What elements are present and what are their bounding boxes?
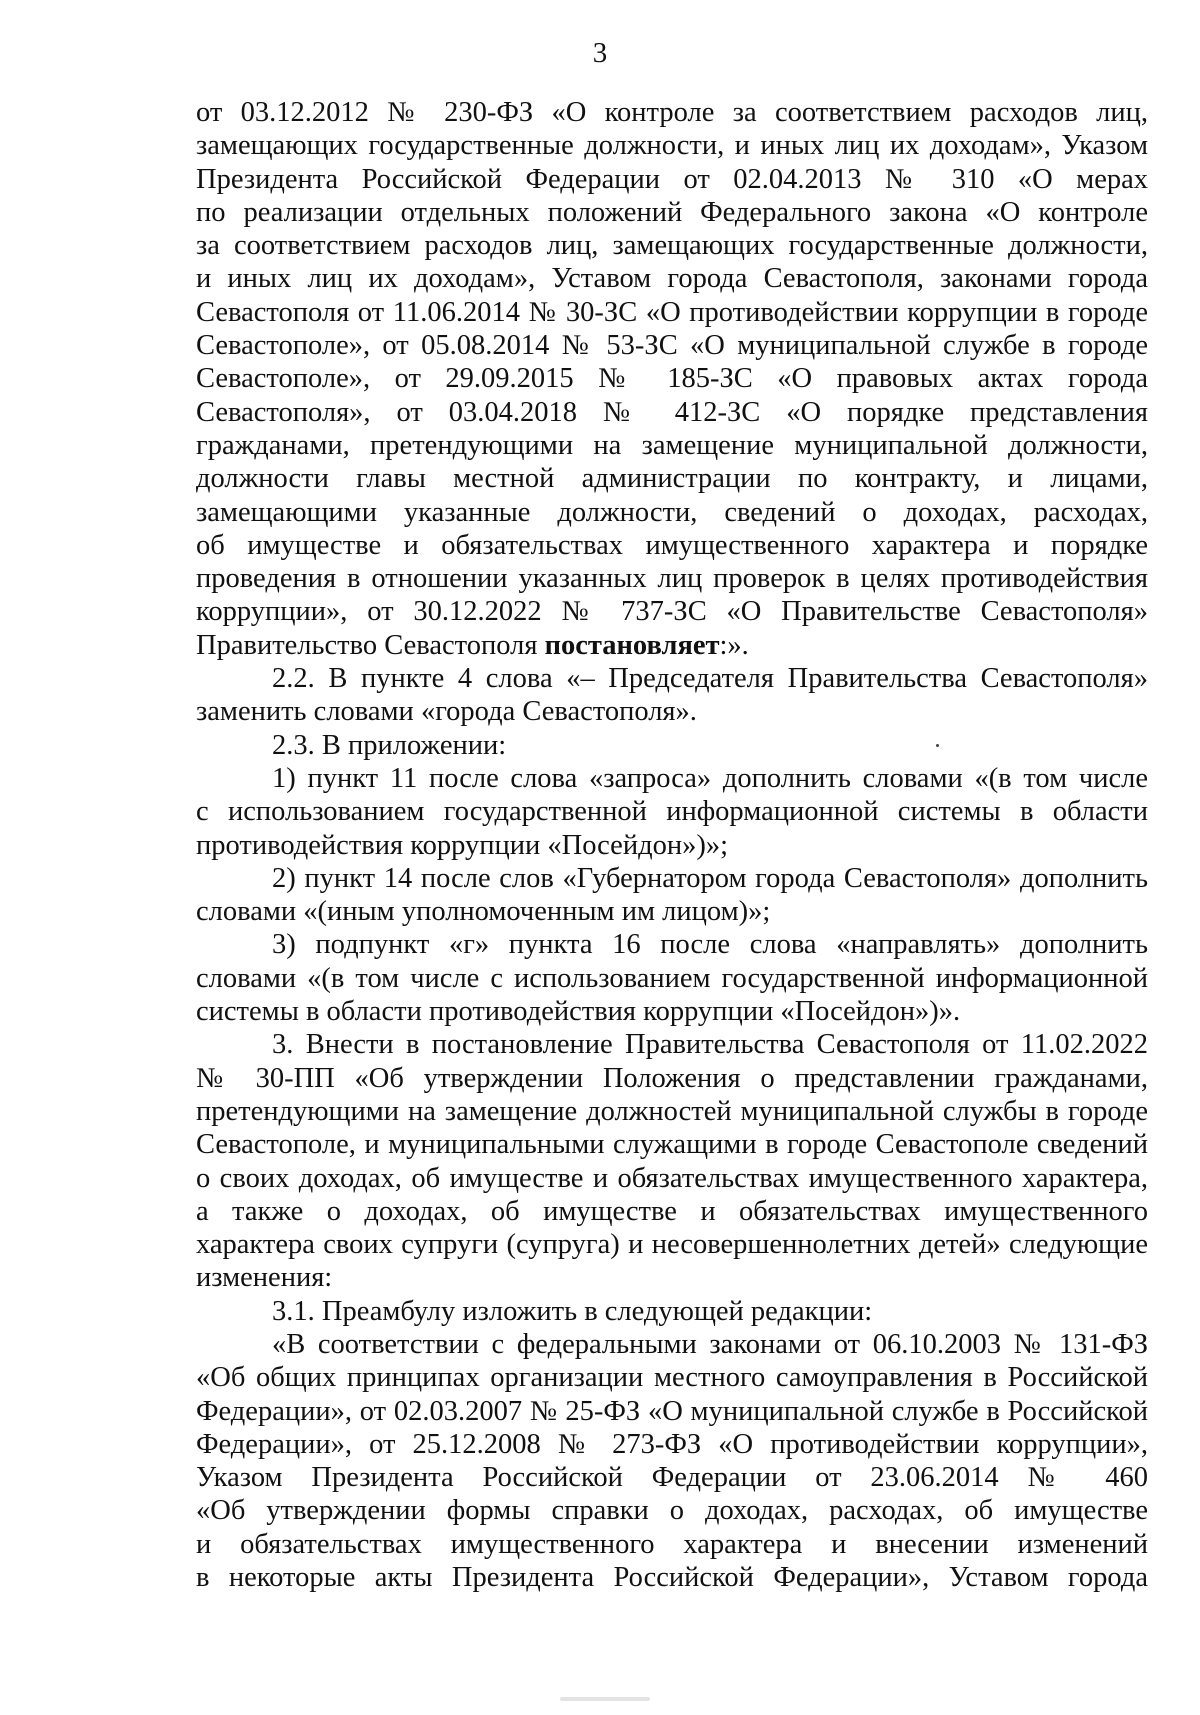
text-line: заменить словами «города Севастополя». [196,696,697,728]
text-line: 3.1. Преамбулу изложить в следующей редакции: [272,1295,873,1327]
text-line: по реализации отдельных положений Федерального закона «О контроле [196,196,1148,228]
paragraph [196,862,1148,929]
paragraph [196,928,1148,1028]
text-line: Севастополе, и муниципальными служащими в городе Севастополе сведений [196,1129,1148,1161]
text-line: характера своих супруги (супруга) и несовершеннолетних детей» следующие [196,1229,1148,1261]
text-line: за соответствием расходов лиц, замещающих государственные должности, [196,230,1148,262]
paragraph [196,1328,1148,1594]
text-line: Севастополе», от 05.08.2014 № 53-ЗС «О муниципальной службе в городе [196,330,1148,362]
text-line: словами «(иным уполномоченным им лицом)»; [196,896,771,928]
text-line: о своих доходах, об имуществе и обязательствах имущественного характера, [196,1162,1148,1194]
scan-smudge [560,1697,650,1701]
text-line: проведения в отношении указанных лиц проверок в целях противодействия [196,563,1148,595]
paragraph [196,1295,1148,1328]
text-line [196,629,1148,662]
text-line: Севастополя», от 03.04.2018 № 412-ЗС «О порядке представления [196,396,1148,428]
text-line: «Об общих принципах организации местного самоуправления в Российской [196,1362,1148,1394]
text-line: Федерации», от 25.12.2008 № 273-ФЗ «О противодействии коррупции», [196,1428,1148,1460]
text-line: Севастополе», от 29.09.2015 № 185-ЗС «О правовых актах города [196,363,1148,395]
document-body [196,96,1148,1594]
text-line: от 03.12.2012 № 230-ФЗ «О контроле за соответствием расходов лиц, [196,97,1148,128]
text-line: изменения: [196,1262,333,1294]
text-line: Севастополя от 11.06.2014 № 30-ЗС «О противодействии коррупции в городе [196,296,1148,328]
scan-speck [936,744,939,747]
text-line: с использованием государственной информационной системы в области [196,796,1148,828]
text-line: № 30-ПП «Об утверждении Положения о представлении гражданами, [196,1062,1148,1094]
text-line: 1) пункт 11 после слова «запроса» дополнить словами «(в том числе [272,762,1148,794]
text-line: должности главы местной администрации по контракту, и лицами, [196,463,1148,495]
text-line: 2.2. В пункте 4 слова «– Председателя Правительства Севастополя» [272,663,1148,695]
text-line: претендующими на замещение должностей муниципальной службы в городе [196,1095,1148,1127]
text-line: 2.3. В приложении: [272,729,507,761]
text-line: «В соответствии с федеральными законами от 06.10.2003 № 131-ФЗ [272,1328,1148,1360]
text-line: гражданами, претендующими на замещение муниципальной должности, [196,429,1148,461]
text-fragment: :». [719,629,749,661]
text-fragment: Правительство Севастополя [196,629,545,661]
text-line: а также о доходах, об имуществе и обязательствах имущественного [196,1195,1148,1227]
text-line: замещающими указанные должности, сведений о доходах, расходах, [196,496,1148,528]
text-line: системы в области противодействия коррупции «Посейдон»)». [196,996,961,1028]
text-line: об имуществе и обязательствах имущественного характера и порядке [196,529,1148,561]
bold-keyword: постановляет [544,629,720,661]
paragraph [196,662,1148,729]
text-line: противодействия коррупции «Посейдон»)»; [196,829,728,861]
text-line: словами «(в том числе с использованием государственной информационной [196,962,1148,994]
text-line: Указом Президента Российской Федерации от 23.06.2014 № 460 [196,1462,1148,1494]
text-line: замещающих государственные должности, и иных лиц их доходам», Указом [196,130,1148,162]
text-line: Федерации», от 02.03.2007 № 25-ФЗ «О муниципальной службе в Российской [196,1395,1148,1427]
text-line: Президента Российской Федерации от 02.04.2013 № 310 «О мерах [196,163,1148,195]
text-line: «Об утверждении формы справки о доходах, расходах, об имуществе [196,1495,1148,1527]
text-line: и иных лиц их доходам», Уставом города Севастополя, законами города [196,263,1148,295]
text-line: 3. Внести в постановление Правительства Севастополя от 11.02.2022 [272,1029,1148,1061]
text-line: в некоторые акты Президента Российской Федерации», Уставом города [196,1562,1148,1594]
text-line: 2) пункт 14 после слов «Губернатором города Севастополя» дополнить [272,862,1148,894]
paragraph [196,96,1148,662]
paragraph [196,1028,1148,1294]
text-line: коррупции», от 30.12.2022 № 737-ЗС «О Правительстве Севастополя» [196,596,1148,628]
text-line: и обязательствах имущественного характера и внесении изменений [196,1528,1148,1560]
text-line: 3) подпункт «г» пункта 16 после слова «направлять» дополнить [272,929,1148,961]
page-number: 3 [592,37,608,69]
paragraph [196,762,1148,862]
paragraph [196,729,1148,762]
